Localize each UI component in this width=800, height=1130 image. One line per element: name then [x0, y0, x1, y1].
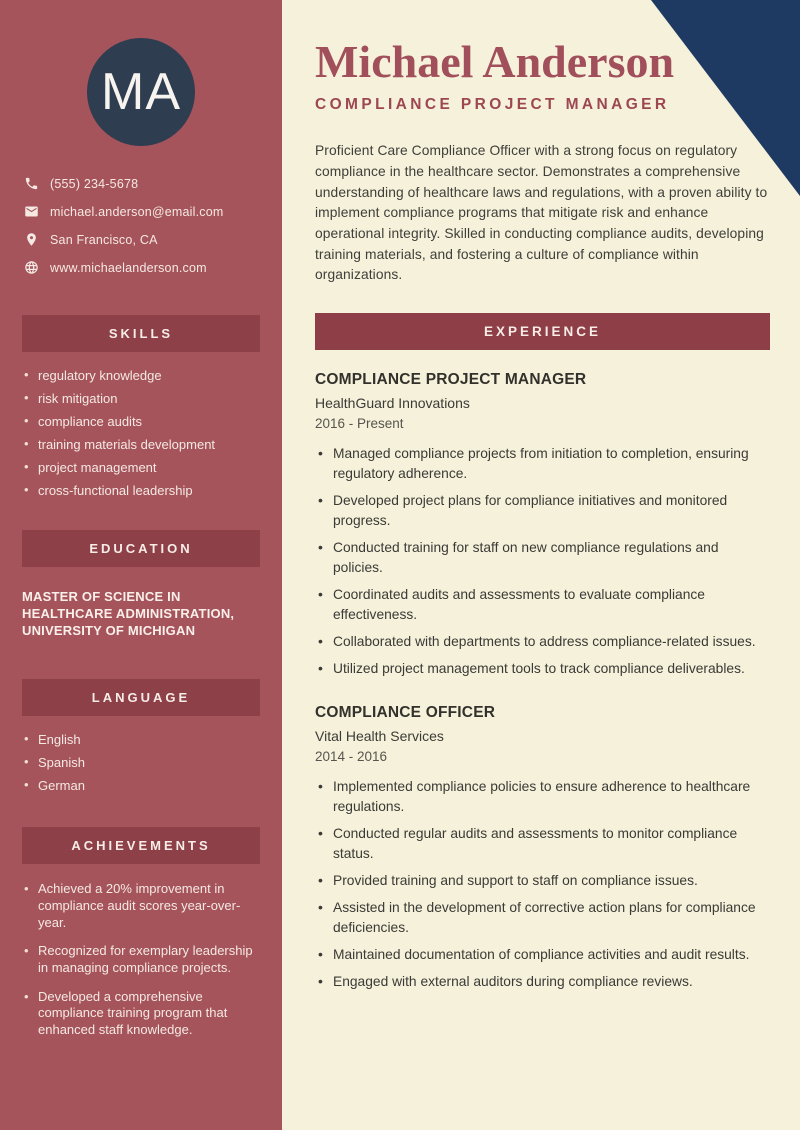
contact-location-text: San Francisco, CA — [50, 232, 158, 247]
job-bullet: • Utilized project management tools to track compliance deliverables. — [315, 659, 767, 679]
contact-email[interactable] — [24, 204, 282, 219]
contact-website-text[interactable]: www.michaelanderson.com — [50, 260, 207, 275]
job-bullet: • Assisted in the development of corrective action plans for compliance deficiencies. — [315, 898, 767, 938]
contact-email-text[interactable]: michael.anderson@email.com — [50, 204, 224, 219]
job-bullet: • Provided training and support to staff on compliance issues. — [315, 871, 767, 891]
contact-phone — [24, 176, 282, 191]
job-bullet-list — [315, 777, 767, 992]
sidebar — [0, 0, 282, 1130]
achievements-list — [24, 881, 282, 1038]
job-bullet: • Coordinated audits and assessments to evaluate compliance effectiveness. — [315, 585, 767, 625]
skill-item: • risk mitigation — [24, 392, 282, 405]
profile-summary: Proficient Care Compliance Officer with a strong focus on regulatory compliance in the healthcare sector. Demonstrates a comprehensive understanding of healthcare laws and regulations, with a proven ability to implement compliance programs that mitigate risk and enhance operational integrity. Skilled in conducting compliance audits, developing training materials, and fostering a culture of compliance within organizations. — [315, 143, 768, 283]
achievement-item: • Recognized for exemplary leadership in managing compliance projects. — [24, 943, 282, 976]
job-bullet: • Collaborated with departments to address compliance-related issues. — [315, 632, 767, 652]
experience-title: EXPERIENCE — [483, 324, 602, 340]
page-title-name: Michael Anderson — [315, 36, 675, 87]
skill-item: • training materials development — [24, 438, 282, 451]
contact-website[interactable] — [24, 260, 282, 275]
contact-location — [24, 232, 282, 247]
skills-list — [24, 369, 282, 497]
location-icon — [24, 232, 39, 247]
education-section-header — [22, 530, 260, 567]
language-list — [24, 733, 282, 792]
job-title: COMPLIANCE PROJECT MANAGER — [315, 371, 587, 389]
phone-icon — [24, 176, 39, 191]
achievements-section-header — [22, 827, 260, 864]
achievement-item: • Developed a comprehensive compliance training program that enhanced staff knowledge. — [24, 989, 282, 1039]
job-entry-2 — [315, 704, 773, 992]
contact-section — [24, 176, 282, 275]
email-icon — [24, 204, 39, 219]
job-title: COMPLIANCE OFFICER — [315, 704, 496, 722]
job-bullet: • Developed project plans for compliance initiatives and monitored progress. — [315, 491, 767, 531]
skill-item: • project management — [24, 461, 282, 474]
skill-item: • compliance audits — [24, 415, 282, 428]
job-company: Vital Health Services — [315, 728, 444, 745]
language-item: • Spanish — [24, 756, 282, 769]
job-bullet-list — [315, 444, 767, 679]
skill-item: • cross-functional leadership — [24, 484, 282, 497]
language-item: • English — [24, 733, 282, 746]
achievements-title: ACHIEVEMENTS — [71, 838, 211, 854]
job-entry-1 — [315, 371, 773, 679]
job-dates: 2016 - Present — [315, 416, 404, 432]
job-bullet: • Maintained documentation of compliance activities and audit results. — [315, 945, 767, 965]
job-company: HealthGuard Innovations — [315, 395, 470, 412]
education-degree: MASTER OF SCIENCE IN HEALTHCARE ADMINISTRATION, UNIVERSITY OF MICHIGAN — [22, 589, 235, 639]
achievement-item: • Achieved a 20% improvement in compliance audit scores year-over-year. — [24, 881, 282, 931]
job-bullet: • Managed compliance projects from initiation to completion, ensuring regulatory adherence. — [315, 444, 767, 484]
avatar-initials: MA — [101, 63, 181, 121]
language-section-header — [22, 679, 260, 716]
experience-section-header — [315, 313, 770, 350]
job-bullet: • Engaged with external auditors during compliance reviews. — [315, 972, 767, 992]
language-title: LANGUAGE — [91, 690, 191, 706]
contact-phone-text: (555) 234-5678 — [50, 176, 139, 191]
job-bullet: • Implemented compliance policies to ensure adherence to healthcare regulations. — [315, 777, 767, 817]
job-bullet: • Conducted training for staff on new compliance regulations and policies. — [315, 538, 767, 578]
globe-icon — [24, 260, 39, 275]
language-item: • German — [24, 779, 282, 792]
job-dates: 2014 - 2016 — [315, 749, 388, 765]
job-subtitle: COMPLIANCE PROJECT MANAGER — [315, 96, 670, 114]
main-panel — [282, 0, 800, 1130]
skills-title: SKILLS — [108, 326, 174, 341]
corner-accent-triangle — [651, 0, 800, 200]
job-bullet: • Conducted regular audits and assessments to monitor compliance status. — [315, 824, 767, 864]
skills-section-header — [22, 315, 260, 352]
skill-item: • regulatory knowledge — [24, 369, 282, 382]
education-title: EDUCATION — [89, 541, 193, 556]
avatar — [87, 38, 195, 146]
